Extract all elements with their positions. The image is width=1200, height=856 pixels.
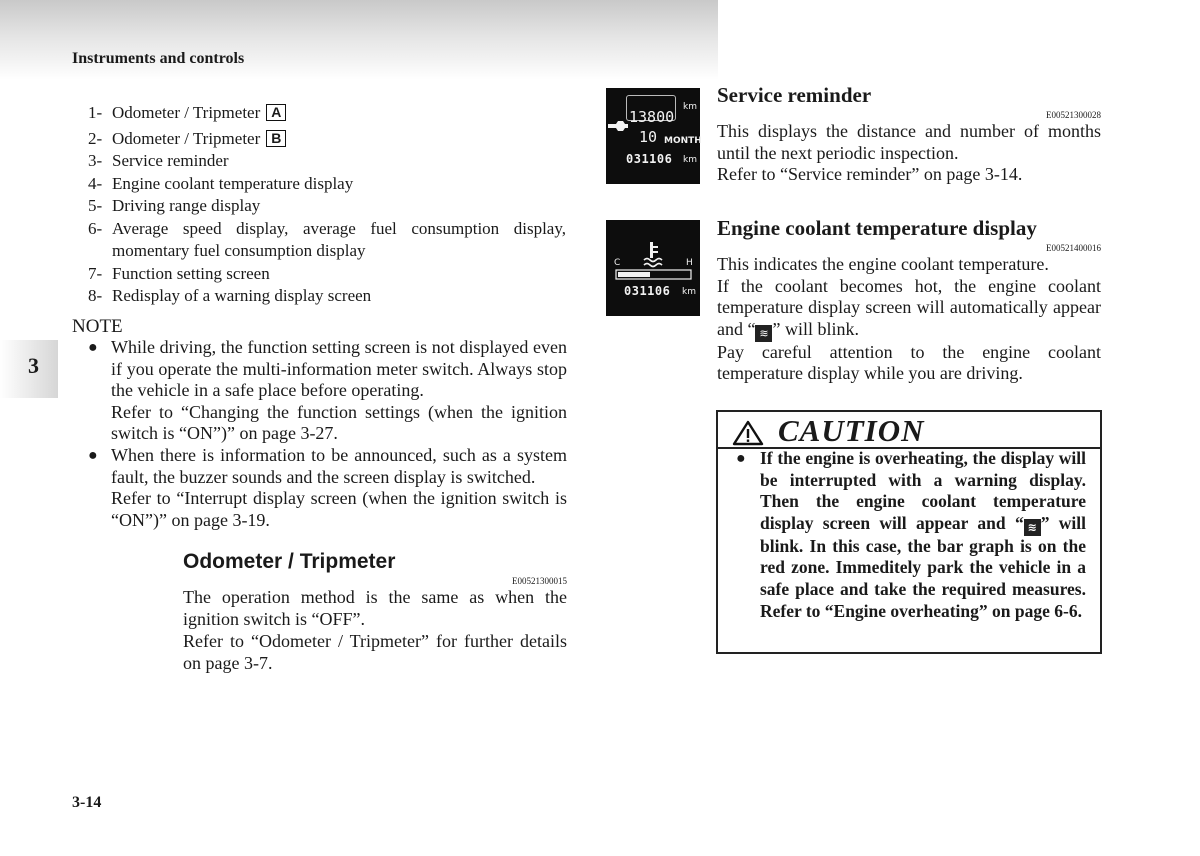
list-item [88, 128, 566, 151]
note-reference: Refer to “Interrupt display screen (when the ignition switch is “ON”)” on page 3-19. [111, 488, 567, 530]
coolant-gauge [606, 220, 700, 316]
odometer-section [183, 550, 567, 674]
paragraph: The operation method is the same as when the ignition switch is “OFF”. [183, 587, 567, 629]
list-item-number: 4- [88, 173, 103, 193]
caution-item [718, 412, 1100, 622]
list-item-number: 2- [88, 128, 103, 148]
header-band [0, 0, 718, 80]
bullet-icon: ● [88, 339, 98, 356]
odometer-unit: km [682, 287, 696, 297]
note-label: NOTE [72, 316, 123, 337]
list-item [88, 150, 566, 173]
list-item-number: 1- [88, 103, 103, 122]
legend-list [88, 102, 566, 308]
list-item-text: Service reminder [112, 151, 229, 170]
paragraph: Refer to “Odometer / Tripmeter” for further details on page 3-7. [183, 631, 567, 673]
list-item-number: 7- [88, 263, 103, 283]
odometer-unit: km [683, 155, 697, 165]
paragraph: Pay careful attention to the engine coolant temperature display while you are driving. [717, 341, 1101, 384]
list-item-text: Odometer / Tripmeter [112, 128, 261, 148]
paragraph: This displays the distance and number of months until the next periodic inspection. [717, 121, 1101, 163]
document-code: E00521400016 [1046, 243, 1101, 253]
service-reminder-display [606, 88, 700, 184]
distance-unit: km [683, 102, 697, 112]
caution-text-part: ” will blink. In this case, the bar graph is on the red zone. Immeditely park the vehicle in a safe place and take the required measures. Refer to “Engine overheating” on page 6-6. [760, 512, 1087, 621]
list-item-text: Driving range display [112, 196, 261, 215]
section-title: Instruments and controls [72, 50, 245, 67]
list-item [88, 195, 566, 218]
list-item-number: 8- [88, 286, 103, 305]
note-text: While driving, the function setting screen is not displayed even if you operate the multi-information meter switch. Always stop the vehicle in a safe place before operating. [111, 337, 567, 401]
odometer-reading: 031106 [624, 284, 671, 298]
note-list [88, 337, 567, 531]
callout-badge: A [266, 104, 286, 121]
note-item [88, 337, 567, 445]
bullet-icon: ● [88, 446, 98, 464]
paragraph [717, 276, 1101, 342]
section-heading: Engine coolant temperature display [717, 216, 1037, 240]
page-number: 3-14 [72, 794, 102, 811]
caution-title: CAUTION [778, 413, 925, 448]
odometer-reading: 031106 [626, 152, 673, 166]
list-item [88, 102, 566, 125]
months-unit: MONTH [664, 136, 702, 146]
service-distance: 13800 [629, 108, 675, 126]
caution-text-part: If the engine is overheating, the display will be interrupted with a warning display. Then the engine coolant temperature display screen will appear and “ [760, 448, 1086, 533]
callout-badge: B [266, 130, 286, 147]
note-item [88, 445, 567, 531]
list-item-text: Odometer / Tripmeter [112, 103, 261, 122]
hot-label: H [686, 258, 693, 268]
paragraph-text: ” will blink. [772, 318, 859, 339]
bullet-icon: ● [736, 450, 746, 467]
caution-text [760, 448, 1086, 622]
list-item [88, 285, 566, 308]
section-heading: Service reminder [717, 83, 872, 107]
caution-box [716, 410, 1102, 654]
thermometer-icon [644, 242, 662, 267]
list-item [88, 173, 566, 196]
service-months: 10 [639, 128, 658, 146]
list-item-number: 6- [88, 218, 103, 238]
note-text: When there is information to be announced, such as a system fault, the buzzer sounds and the screen display is switched. [111, 444, 567, 487]
note-reference: Refer to “Changing the function settings (when the ignition switch is “ON”)” on page 3-27. [111, 401, 567, 444]
paragraph: Refer to “Service reminder” on page 3-14. [717, 164, 1023, 185]
list-item-text: Redisplay of a warning display screen [112, 286, 372, 305]
coolant-temperature-display [606, 220, 700, 316]
chapter-number: 3 [28, 353, 39, 378]
paragraph: This indicates the engine coolant temperature. [717, 254, 1049, 274]
list-item-text: Function setting screen [112, 263, 270, 283]
list-item-number: 5- [88, 196, 103, 215]
cold-label: C [614, 258, 621, 268]
document-code: E00521300028 [1046, 110, 1101, 120]
paragraph-text: If the coolant becomes hot, the engine coolant temperature display screen will automatically appear and “ [717, 275, 1101, 339]
coolant-temperature-icon: ≋ [755, 325, 772, 342]
coolant-section [717, 216, 1101, 385]
list-item-text: Engine coolant temperature display [112, 173, 354, 193]
list-item [88, 263, 566, 286]
coolant-temperature-icon: ≋ [1024, 519, 1041, 536]
list-item-text: Average speed display, average fuel consumption display, momentary fuel consumption display [112, 218, 566, 260]
list-item-number: 3- [88, 151, 103, 170]
section-heading: Odometer / Tripmeter [183, 550, 396, 573]
service-reminder-section [717, 83, 1101, 186]
document-code: E00521300015 [512, 576, 567, 586]
list-item [88, 218, 566, 263]
